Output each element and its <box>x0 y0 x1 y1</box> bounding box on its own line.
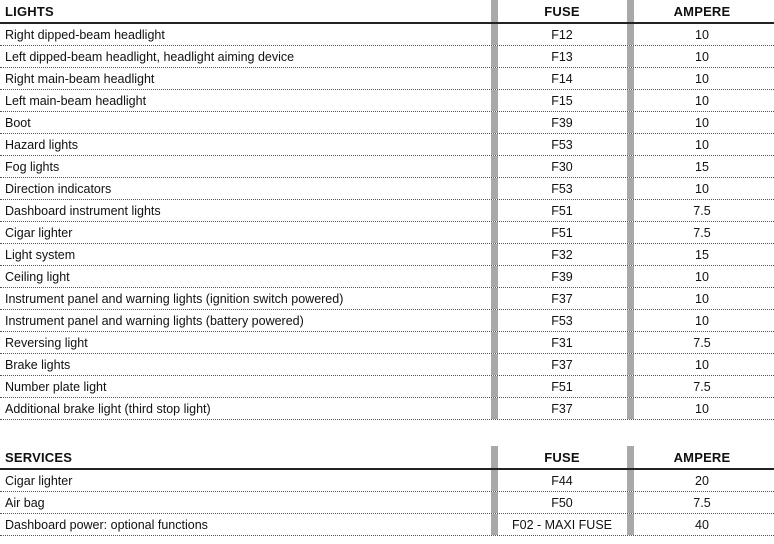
column-separator <box>627 0 634 22</box>
column-separator <box>491 0 498 22</box>
ampere-value: 10 <box>695 357 709 372</box>
column-separator <box>491 90 498 111</box>
fuse-code: F50 <box>551 495 573 510</box>
ampere-value: 10 <box>695 269 709 284</box>
column-separator <box>627 470 634 491</box>
table-row <box>0 24 774 46</box>
column-separator <box>491 200 498 221</box>
item-name: Dashboard instrument lights <box>5 203 161 218</box>
table-row <box>0 200 774 222</box>
table-row <box>0 492 774 514</box>
column-separator <box>627 288 634 309</box>
fuse-column-header: FUSE <box>544 449 580 465</box>
column-separator <box>627 244 634 265</box>
table-row <box>0 90 774 112</box>
fuse-code: F37 <box>551 357 573 372</box>
fuse-code: F32 <box>551 247 573 262</box>
lights-header-row <box>0 0 774 24</box>
table-row <box>0 332 774 354</box>
services-section-title: SERVICES <box>5 449 73 465</box>
column-separator <box>627 156 634 177</box>
ampere-value: 10 <box>695 137 709 152</box>
column-separator <box>491 24 498 45</box>
column-separator <box>627 134 634 155</box>
column-separator <box>491 112 498 133</box>
column-separator <box>491 514 498 535</box>
ampere-value: 10 <box>695 313 709 328</box>
ampere-value: 10 <box>695 27 709 42</box>
column-separator <box>491 222 498 243</box>
column-separator <box>491 492 498 513</box>
fuse-code: F51 <box>551 225 573 240</box>
column-separator <box>491 470 498 491</box>
ampere-value: 15 <box>695 247 709 262</box>
column-separator <box>491 310 498 331</box>
column-separator <box>627 376 634 397</box>
column-separator <box>627 492 634 513</box>
column-separator <box>627 200 634 221</box>
column-separator <box>627 514 634 535</box>
item-name: Left main-beam headlight <box>5 93 147 108</box>
table-row <box>0 514 774 536</box>
fuse-code: F51 <box>551 203 573 218</box>
fuse-code: F37 <box>551 291 573 306</box>
column-separator <box>627 446 634 468</box>
ampere-value: 7.5 <box>693 379 711 394</box>
item-name: Cigar lighter <box>5 473 73 488</box>
column-separator <box>491 398 498 419</box>
item-name: Left dipped-beam headlight, headlight aiming device <box>5 49 295 64</box>
table-row <box>0 376 774 398</box>
column-separator <box>627 222 634 243</box>
item-name: Additional brake light (third stop light) <box>5 401 211 416</box>
ampere-value: 7.5 <box>693 225 711 240</box>
item-name: Direction indicators <box>5 181 112 196</box>
column-separator <box>627 178 634 199</box>
fuse-code: F13 <box>551 49 573 64</box>
table-row <box>0 354 774 376</box>
fuse-code: F53 <box>551 313 573 328</box>
item-name: Instrument panel and warning lights (ignition switch powered) <box>5 291 344 306</box>
item-name: Cigar lighter <box>5 225 73 240</box>
fuse-column-header: FUSE <box>544 3 580 19</box>
fuse-code: F14 <box>551 71 573 86</box>
column-separator <box>491 376 498 397</box>
ampere-value: 10 <box>695 291 709 306</box>
column-separator <box>491 266 498 287</box>
item-name: Right main-beam headlight <box>5 71 155 86</box>
ampere-value: 10 <box>695 115 709 130</box>
column-separator <box>627 310 634 331</box>
column-separator <box>627 332 634 353</box>
column-separator <box>491 354 498 375</box>
item-name: Hazard lights <box>5 137 78 152</box>
item-name: Ceiling light <box>5 269 70 284</box>
ampere-value: 15 <box>695 159 709 174</box>
column-separator <box>627 112 634 133</box>
column-separator <box>491 332 498 353</box>
fuse-code: F37 <box>551 401 573 416</box>
column-separator <box>627 24 634 45</box>
table-row <box>0 112 774 134</box>
item-name: Air bag <box>5 495 45 510</box>
services-header-row <box>0 446 774 470</box>
item-name: Light system <box>5 247 76 262</box>
ampere-value: 7.5 <box>693 203 711 218</box>
column-separator <box>627 90 634 111</box>
fuse-code: F02 - MAXI FUSE <box>511 517 613 532</box>
ampere-column-header: AMPERE <box>673 3 731 19</box>
fuse-code: F39 <box>551 115 573 130</box>
column-separator <box>491 178 498 199</box>
ampere-value: 10 <box>695 71 709 86</box>
item-name: Reversing light <box>5 335 88 350</box>
column-separator <box>491 68 498 89</box>
ampere-value: 20 <box>695 473 709 488</box>
column-separator <box>627 68 634 89</box>
fuse-code: F53 <box>551 137 573 152</box>
item-name: Instrument panel and warning lights (battery powered) <box>5 313 304 328</box>
ampere-value: 40 <box>695 517 709 532</box>
table-row <box>0 398 774 420</box>
item-name: Number plate light <box>5 379 107 394</box>
fuse-code: F30 <box>551 159 573 174</box>
table-row <box>0 266 774 288</box>
fuse-code: F39 <box>551 269 573 284</box>
column-separator <box>491 288 498 309</box>
item-name: Boot <box>5 115 31 130</box>
table-row <box>0 156 774 178</box>
column-separator <box>491 244 498 265</box>
ampere-value: 10 <box>695 181 709 196</box>
column-separator <box>627 354 634 375</box>
column-separator <box>491 446 498 468</box>
fuse-code: F12 <box>551 27 573 42</box>
fuse-code: F53 <box>551 181 573 196</box>
column-separator <box>627 398 634 419</box>
fuse-code: F44 <box>551 473 573 488</box>
fuse-code: F31 <box>551 335 573 350</box>
fuse-code: F15 <box>551 93 573 108</box>
services-table <box>0 446 774 536</box>
column-separator <box>491 46 498 67</box>
ampere-value: 10 <box>695 93 709 108</box>
column-separator <box>627 266 634 287</box>
table-row <box>0 288 774 310</box>
table-row <box>0 244 774 266</box>
column-separator <box>491 134 498 155</box>
item-name: Right dipped-beam headlight <box>5 27 165 42</box>
ampere-value: 10 <box>695 401 709 416</box>
column-separator <box>491 156 498 177</box>
ampere-column-header: AMPERE <box>673 449 731 465</box>
table-row <box>0 222 774 244</box>
table-row <box>0 470 774 492</box>
column-separator <box>627 46 634 67</box>
item-name: Dashboard power: optional functions <box>5 517 208 532</box>
table-row <box>0 46 774 68</box>
ampere-value: 7.5 <box>693 495 711 510</box>
table-row <box>0 310 774 332</box>
ampere-value: 7.5 <box>693 335 711 350</box>
table-row <box>0 134 774 156</box>
lights-section-title: LIGHTS <box>5 3 54 19</box>
item-name: Brake lights <box>5 357 71 372</box>
item-name: Fog lights <box>5 159 60 174</box>
fuse-code: F51 <box>551 379 573 394</box>
ampere-value: 10 <box>695 49 709 64</box>
table-row <box>0 178 774 200</box>
table-row <box>0 68 774 90</box>
